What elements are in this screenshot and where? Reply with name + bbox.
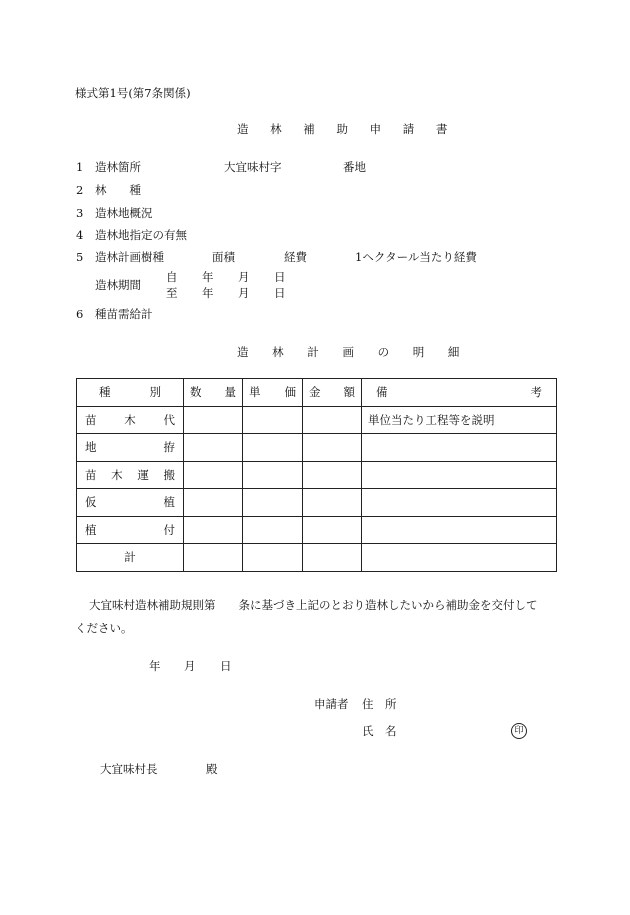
period-to: 至 [166, 286, 178, 300]
cell-quantity [184, 516, 243, 544]
item-1-village: 大宜味村字 [224, 160, 282, 174]
period-from-day: 日 [274, 270, 286, 284]
addressee: 大宜味村長 [100, 762, 158, 776]
seal-mark: 印 [511, 723, 527, 739]
cell-remarks: 単位当たり工程等を説明 [362, 406, 557, 434]
cell-unit-price [243, 461, 303, 489]
period-to-month: 月 [238, 286, 250, 300]
cell-amount [303, 461, 362, 489]
statement-line-1: 大宜味村造林補助規則第 条に基づき上記のとおり造林したいから補助金を交付して [89, 598, 538, 612]
honorific: 殿 [206, 762, 218, 776]
item-5-number: 5 [76, 250, 84, 264]
date-year: 年 [149, 659, 161, 673]
cell-amount [303, 516, 362, 544]
cell-quantity [184, 434, 243, 462]
table-row [77, 434, 557, 462]
applicant-label: 申請者 [314, 697, 349, 711]
date-month: 月 [184, 659, 196, 673]
cell-unit-price [243, 406, 303, 434]
form-header: 様式第1号(第7条関係) [75, 86, 191, 100]
cell-quantity [184, 544, 243, 572]
item-2-number: 2 [76, 183, 84, 197]
header-quantity: 数 量 [184, 379, 243, 407]
item-1-banchi: 番地 [343, 160, 366, 174]
cell-unit-price [243, 434, 303, 462]
item-4-number: 4 [76, 228, 84, 242]
period-label: 造林期間 [95, 278, 141, 292]
item-4-label: 造林地指定の有無 [95, 228, 187, 242]
item-1-number: 1 [76, 160, 84, 174]
cell-amount [303, 544, 362, 572]
table-row [77, 544, 557, 572]
cell-remarks [362, 434, 557, 462]
row-total: 計 [77, 544, 184, 572]
row-site-preparation: 地 拵 [77, 434, 184, 462]
cell-unit-price [243, 489, 303, 517]
date-day: 日 [220, 659, 232, 673]
table-header-row [77, 379, 557, 407]
period-to-day: 日 [274, 286, 286, 300]
cell-remarks [362, 544, 557, 572]
plan-title: 造 林 計 画 の 明 細 [237, 345, 470, 359]
period-from-month: 月 [238, 270, 250, 284]
cell-quantity [184, 489, 243, 517]
item-5-label: 造林計画樹種 [95, 250, 164, 264]
item-6-label: 種苗需給計 [95, 307, 153, 321]
cell-remarks [362, 489, 557, 517]
table-row [77, 516, 557, 544]
plan-table [76, 378, 557, 572]
cell-unit-price [243, 516, 303, 544]
table-row [77, 461, 557, 489]
row-seedling-cost: 苗 木 代 [77, 406, 184, 434]
row-planting: 植 付 [77, 516, 184, 544]
item-5-cost: 経費 [284, 250, 307, 264]
cell-amount [303, 406, 362, 434]
table-row [77, 489, 557, 517]
row-seedling-transport: 苗 木 運 搬 [77, 461, 184, 489]
item-6-number: 6 [76, 307, 84, 321]
cell-remarks [362, 516, 557, 544]
cell-quantity [184, 406, 243, 434]
cell-amount [303, 489, 362, 517]
item-5-cost-per-ha: 1ヘクタール当たり経費 [355, 250, 477, 264]
statement-line-2: ください。 [75, 621, 133, 635]
period-from-year: 年 [202, 270, 214, 284]
cell-amount [303, 434, 362, 462]
header-amount: 金 額 [303, 379, 362, 407]
item-3-label: 造林地概況 [95, 206, 153, 220]
table-row [77, 406, 557, 434]
period-from: 自 [166, 270, 178, 284]
item-3-number: 3 [76, 206, 84, 220]
item-1-label: 造林箇所 [95, 160, 141, 174]
cell-unit-price [243, 544, 303, 572]
cell-quantity [184, 461, 243, 489]
header-unit-price: 単 価 [243, 379, 303, 407]
header-type: 種 別 [77, 379, 184, 407]
item-5-area: 面積 [212, 250, 235, 264]
address-label: 住 所 [362, 697, 397, 711]
cell-remarks [362, 461, 557, 489]
period-to-year: 年 [202, 286, 214, 300]
document-title: 造 林 補 助 申 請 書 [237, 122, 457, 136]
header-remarks: 備 考 [362, 379, 557, 407]
name-label: 氏 名 [362, 724, 397, 738]
item-2-label: 林 種 [95, 183, 141, 197]
row-temporary-planting: 仮 植 [77, 489, 184, 517]
